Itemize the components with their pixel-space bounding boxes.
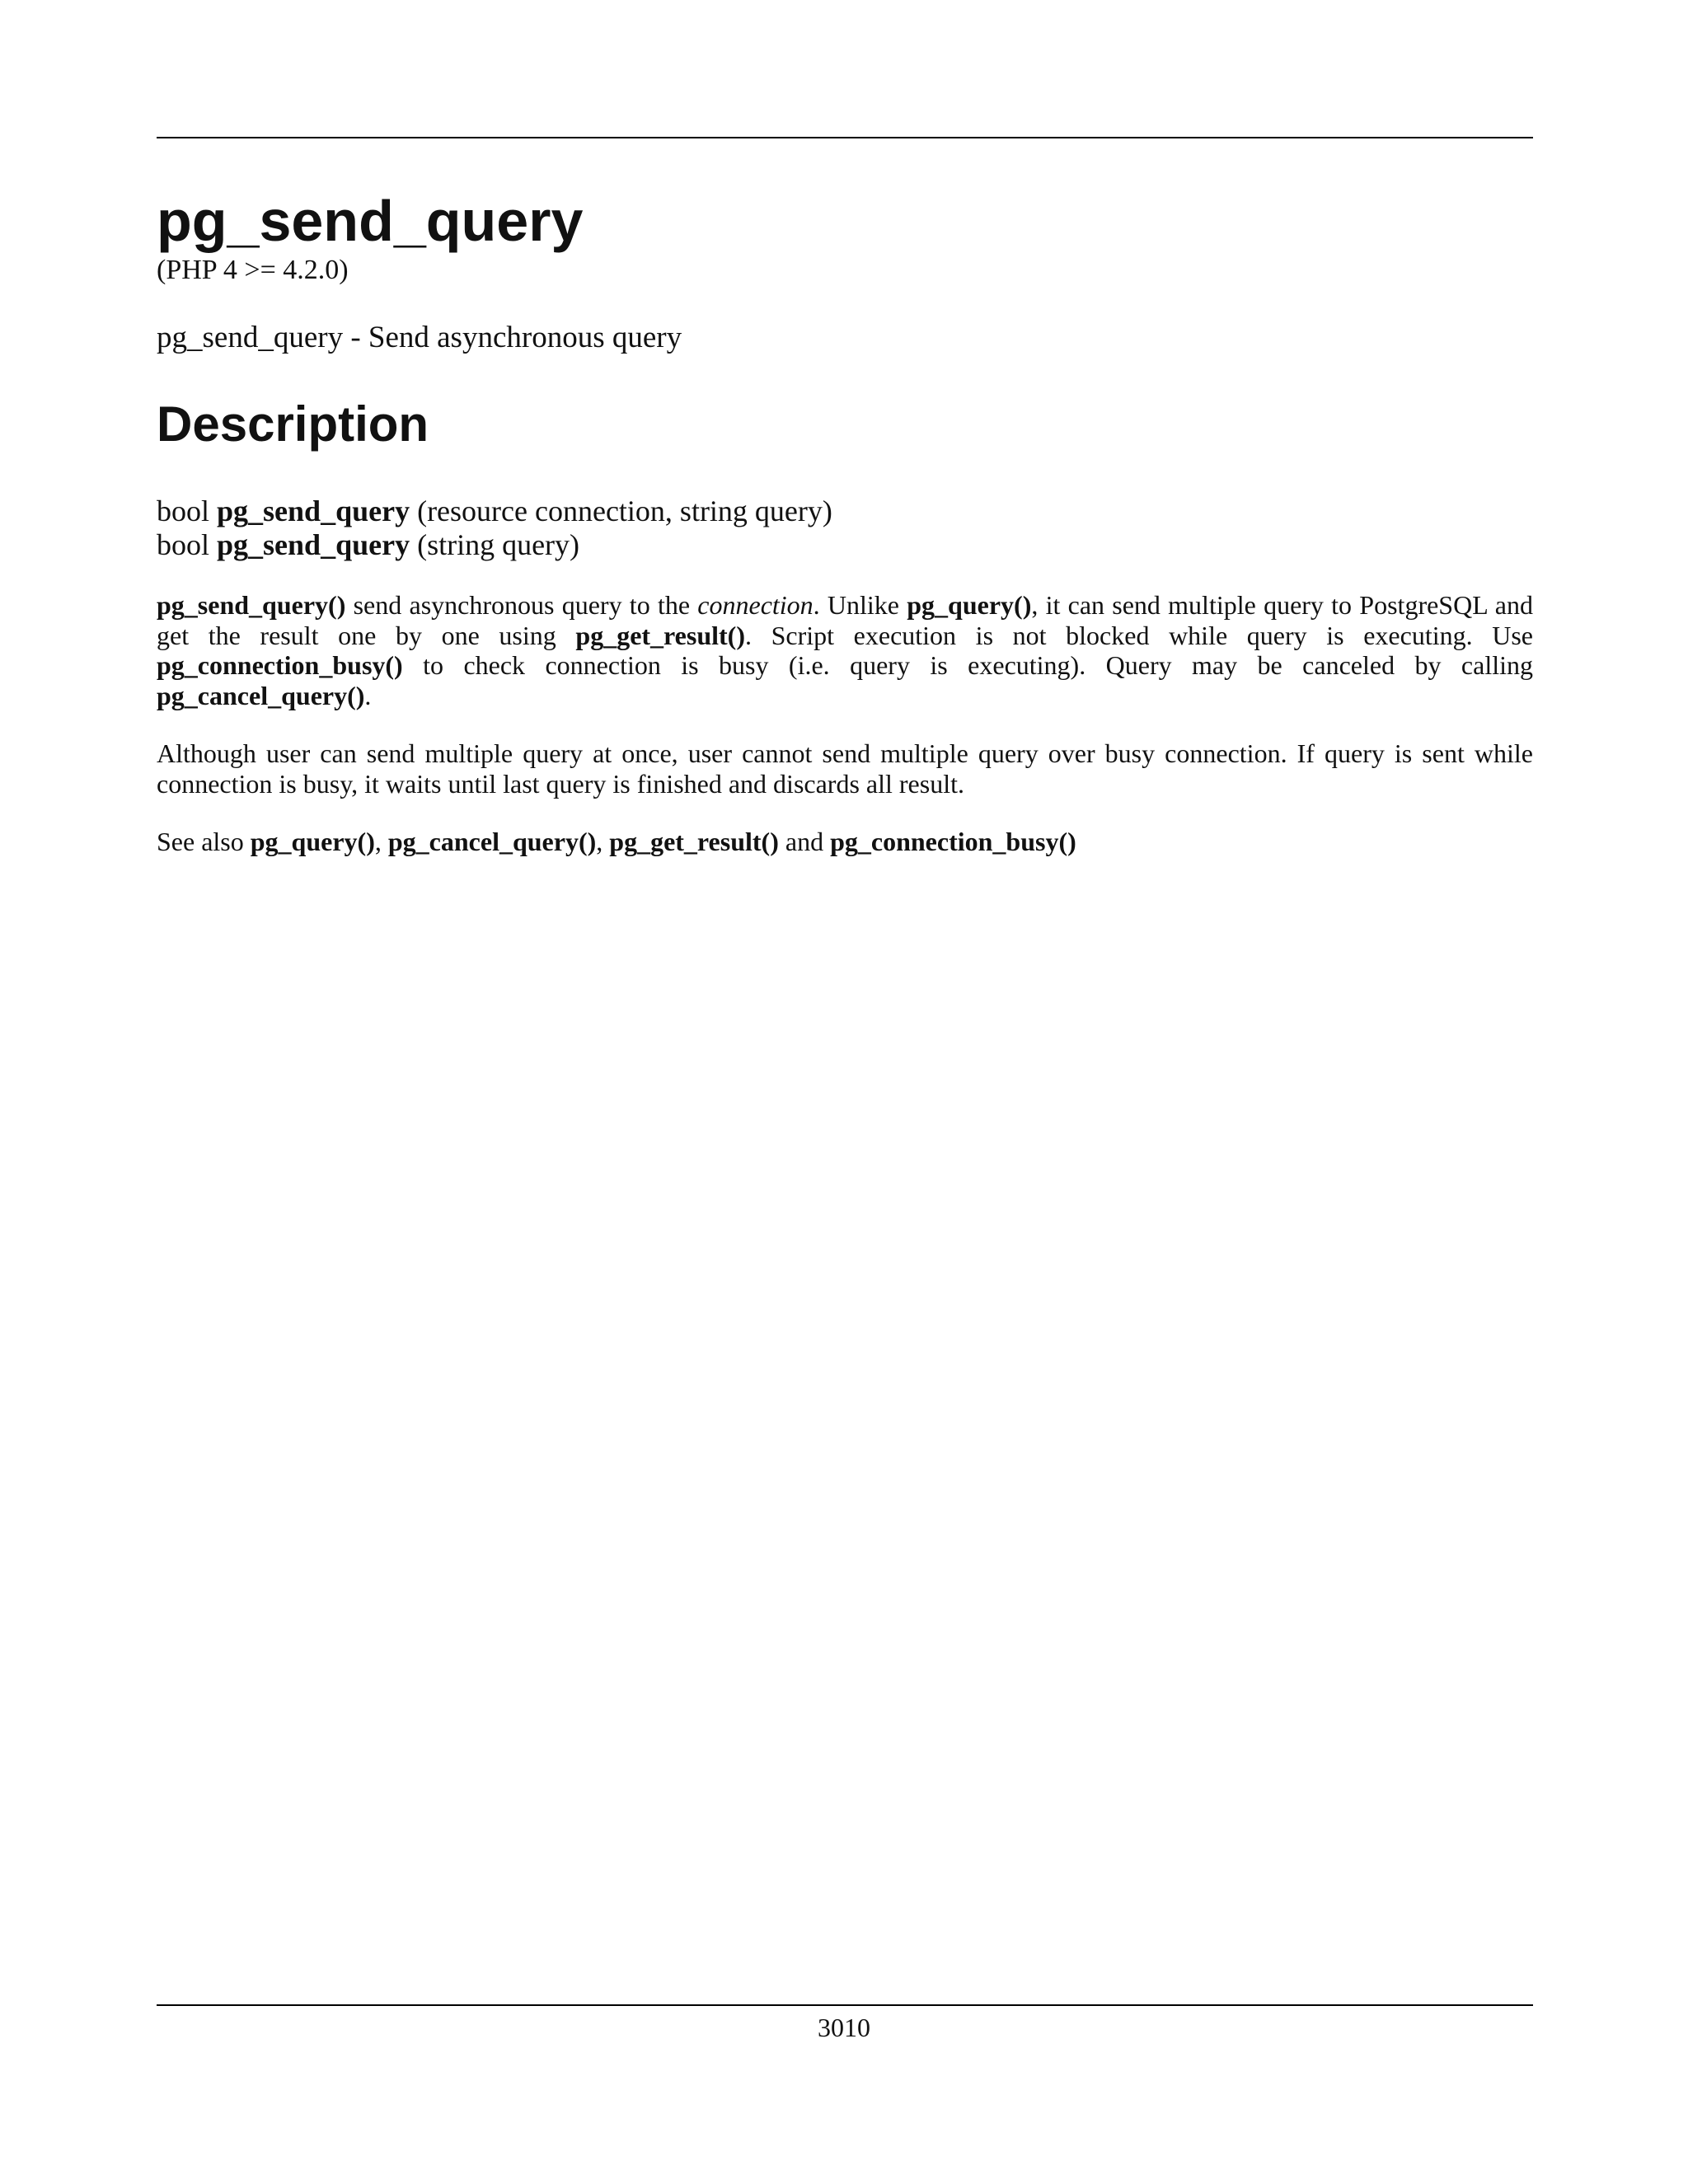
function-name: pg_send_query [217,494,410,527]
return-type: bool [157,494,218,527]
return-type: bool [157,528,218,561]
function-reference: pg_connection_busy() [157,650,403,680]
separator: , [596,827,610,856]
description-heading: Description [157,396,429,452]
function-purpose: pg_send_query - Send asynchronous query [157,321,682,354]
function-reference: pg_cancel_query() [157,680,365,710]
paragraph-text: . Script execution is not blocked while query is executing. Use [744,620,1534,650]
paragraph-text: . Unlike [813,590,907,620]
function-title: pg_send_query [157,189,584,253]
paragraph-text: , it can send multiple query to PostgreSQL and get the result one by one using [157,590,1534,650]
function-reference: pg_send_query() [157,590,346,620]
version-info: (PHP 4 >= 4.2.0) [157,255,349,285]
paragraph-text: send asynchronous query to the [345,590,698,620]
separator: , [374,827,388,856]
see-also-paragraph [157,827,1533,857]
function-reference: pg_query() [907,590,1032,620]
synopsis-line [157,494,1533,528]
footer-rule [157,2004,1533,2006]
separator: and [778,827,831,856]
busy-connection-paragraph: Although user can send multiple query at once, user cannot send multiple query over busy connection. If query is sent while connection is busy, it waits until last query is finished and discards all result. [157,738,1533,799]
parameter-reference: connection [697,590,814,620]
paragraph-text: to check connection is busy (i.e. query is executing). Query may be canceled by calling [402,650,1533,680]
parameters: (string query) [410,528,580,561]
see-also-link[interactable]: pg_get_result() [609,827,779,856]
see-also-prefix: See also [157,827,251,856]
see-also-link[interactable]: pg_query() [250,827,375,856]
synopsis-line [157,528,1533,562]
see-also-link[interactable]: pg_connection_busy() [830,827,1076,856]
description-paragraph [157,590,1533,710]
function-name: pg_send_query [217,528,410,561]
function-reference: pg_get_result() [575,620,745,650]
parameters: (resource connection, string query) [410,494,832,527]
page-number: 3010 [818,2013,870,2042]
refentry [157,188,1533,857]
paragraph-text: . [364,680,372,710]
header-rule [157,137,1533,138]
see-also-link[interactable]: pg_cancel_query() [387,827,597,856]
function-synopsis [157,494,1533,562]
